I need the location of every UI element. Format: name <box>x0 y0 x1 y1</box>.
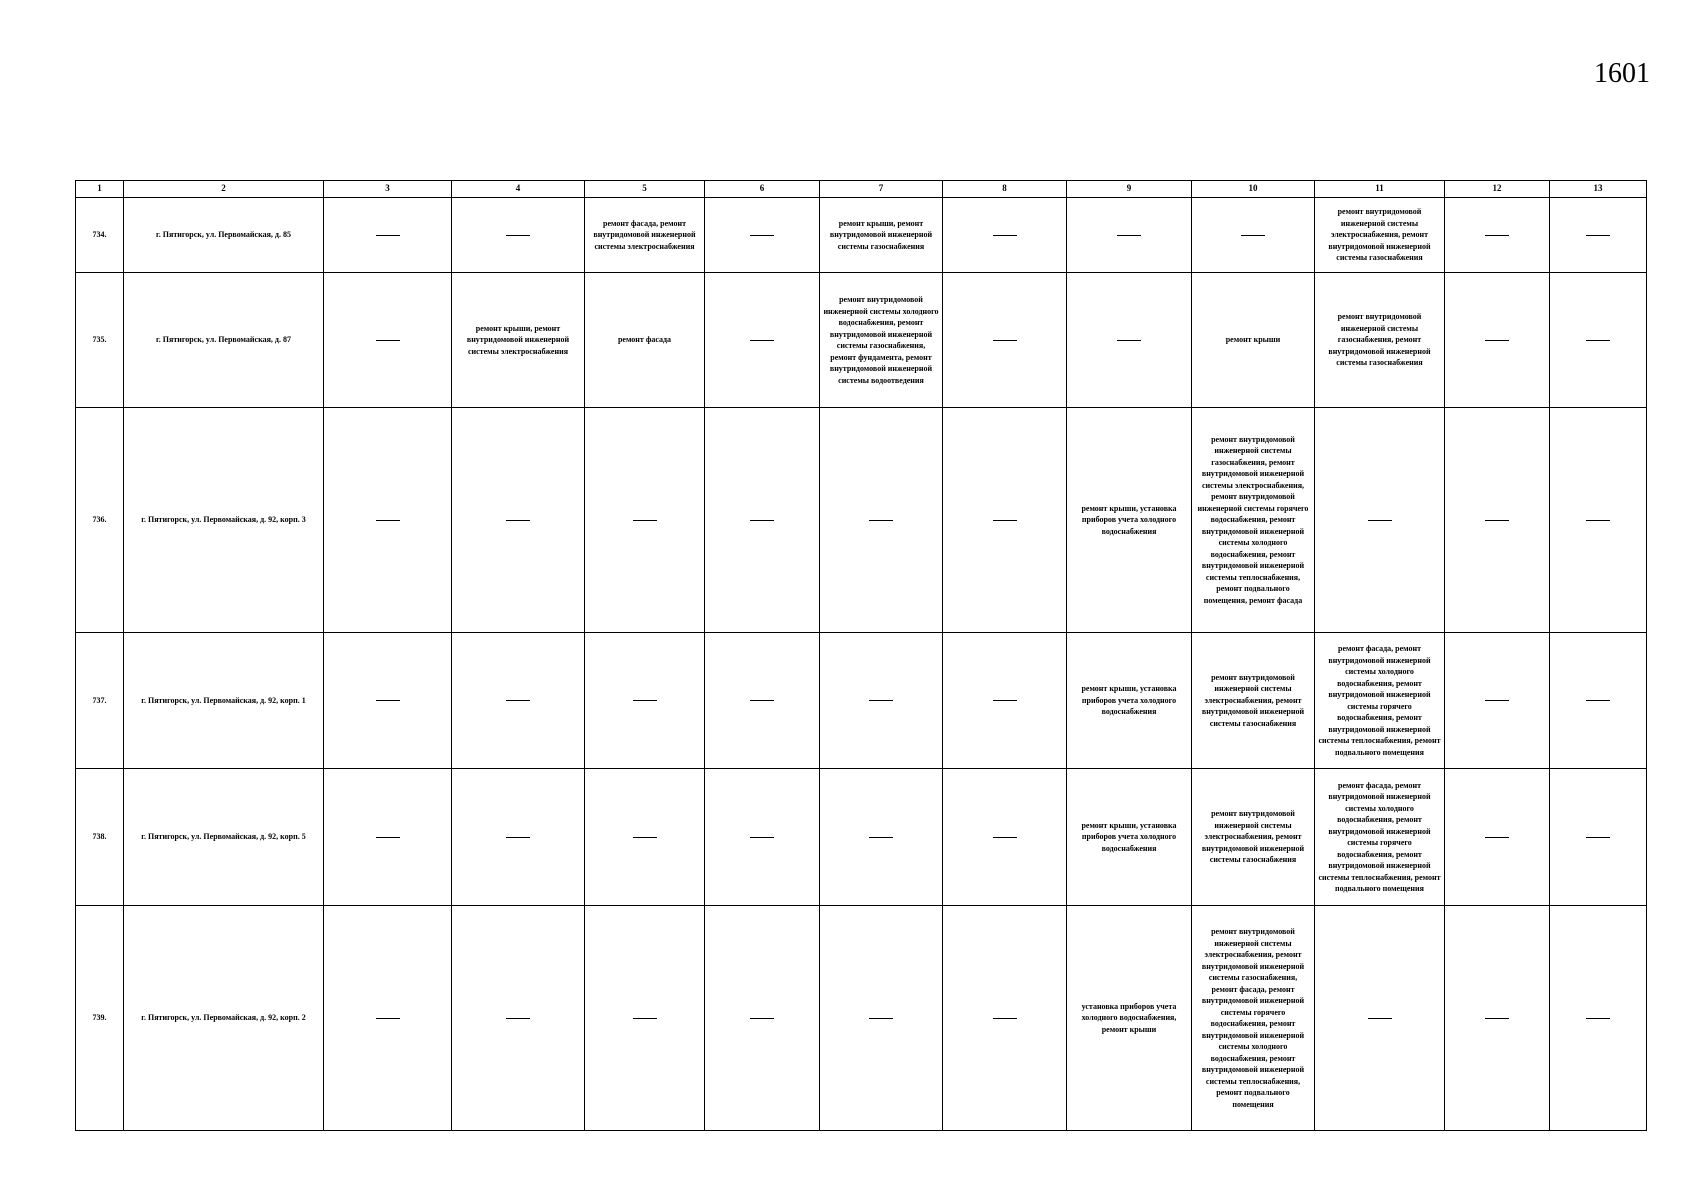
empty-cell <box>1550 408 1647 633</box>
empty-cell <box>1550 769 1647 906</box>
empty-cell <box>324 198 452 273</box>
empty-cell <box>324 633 452 769</box>
empty-cell <box>1550 273 1647 408</box>
empty-cell <box>943 769 1067 906</box>
empty-cell <box>1445 273 1550 408</box>
work-description-cell: ремонт крыши, установка приборов учета холодного водоснабжения <box>1067 633 1192 769</box>
dash-mark <box>750 340 774 341</box>
empty-cell <box>324 273 452 408</box>
work-description-cell: ремонт фасада, ремонт внутридомовой инженерной системы холодного водоснабжения, ремонт внутридомовой инженерной системы горячего водоснабжения, ремонт внутридомовой инженерной системы теплоснабжения, ремонт подвального помещения <box>1315 769 1445 906</box>
empty-cell <box>820 633 943 769</box>
table-row <box>76 273 1647 408</box>
dash-mark <box>1586 837 1610 838</box>
dash-mark <box>1368 1018 1392 1019</box>
dash-mark <box>1485 340 1509 341</box>
dash-mark <box>376 235 400 236</box>
column-header: 6 <box>705 181 820 198</box>
dash-mark <box>1485 837 1509 838</box>
work-description-cell: ремонт внутридомовой инженерной системы газоснабжения, ремонт внутридомовой инженерной системы газоснабжения <box>1315 273 1445 408</box>
dash-mark <box>1586 700 1610 701</box>
empty-cell <box>1315 906 1445 1131</box>
dash-mark <box>506 235 530 236</box>
empty-cell <box>1445 198 1550 273</box>
empty-cell <box>1550 198 1647 273</box>
dash-mark <box>993 520 1017 521</box>
empty-cell <box>1550 906 1647 1131</box>
empty-cell <box>1445 633 1550 769</box>
dash-mark <box>1586 235 1610 236</box>
dash-mark <box>376 837 400 838</box>
empty-cell <box>820 408 943 633</box>
dash-mark <box>750 1018 774 1019</box>
empty-cell <box>705 769 820 906</box>
empty-cell <box>943 198 1067 273</box>
address-cell: г. Пятигорск, ул. Первомайская, д. 92, корп. 2 <box>124 906 324 1131</box>
empty-cell <box>585 633 705 769</box>
dash-mark <box>869 700 893 701</box>
table-row <box>76 198 1647 273</box>
dash-mark <box>993 837 1017 838</box>
empty-cell <box>1550 633 1647 769</box>
dash-mark <box>506 1018 530 1019</box>
empty-cell <box>705 633 820 769</box>
column-header: 9 <box>1067 181 1192 198</box>
empty-cell <box>452 769 585 906</box>
column-number-row <box>76 181 1647 198</box>
work-description-cell: ремонт фасада, ремонт внутридомовой инженерной системы холодного водоснабжения, ремонт внутридомовой инженерной системы горячего водоснабжения, ремонт внутридомовой инженерной системы теплоснабжения, ремонт подвального помещения <box>1315 633 1445 769</box>
dash-mark <box>993 1018 1017 1019</box>
work-description-cell: установка приборов учета холодного водоснабжения, ремонт крыши <box>1067 906 1192 1131</box>
row-number: 734. <box>76 198 124 273</box>
dash-mark <box>633 1018 657 1019</box>
dash-mark <box>993 700 1017 701</box>
empty-cell <box>324 408 452 633</box>
empty-cell <box>705 273 820 408</box>
column-header: 7 <box>820 181 943 198</box>
dash-mark <box>633 520 657 521</box>
address-cell: г. Пятигорск, ул. Первомайская, д. 87 <box>124 273 324 408</box>
dash-mark <box>869 520 893 521</box>
empty-cell <box>705 408 820 633</box>
table-body <box>76 198 1647 1131</box>
dash-mark <box>1586 520 1610 521</box>
dash-mark <box>750 700 774 701</box>
empty-cell <box>820 769 943 906</box>
empty-cell <box>943 273 1067 408</box>
dash-mark <box>376 1018 400 1019</box>
address-cell: г. Пятигорск, ул. Первомайская, д. 92, корп. 5 <box>124 769 324 906</box>
dash-mark <box>993 340 1017 341</box>
row-number: 739. <box>76 906 124 1131</box>
empty-cell <box>705 198 820 273</box>
row-number: 737. <box>76 633 124 769</box>
column-header: 5 <box>585 181 705 198</box>
page-number: 1601 <box>1594 58 1650 89</box>
empty-cell <box>1192 198 1315 273</box>
work-description-cell: ремонт внутридомовой инженерной системы электроснабжения, ремонт внутридомовой инженерной системы газоснабжения <box>1192 633 1315 769</box>
work-description-cell: ремонт внутридомовой инженерной системы электроснабжения, ремонт внутридомовой инженерной системы газоснабжения <box>1192 769 1315 906</box>
dash-mark <box>633 837 657 838</box>
dash-mark <box>1368 520 1392 521</box>
column-header: 12 <box>1445 181 1550 198</box>
dash-mark <box>1586 340 1610 341</box>
empty-cell <box>943 408 1067 633</box>
work-description-cell: ремонт внутридомовой инженерной системы газоснабжения, ремонт внутридомовой инженерной системы электроснабжения, ремонт внутридомовой инженерной системы горячего водоснабжения, ремонт внутридомовой инженерной системы холодного водоснабжения, ремонт внутридомовой инженерной системы теплоснабжения, ремонт подвального помещения, ремонт фасада <box>1192 408 1315 633</box>
dash-mark <box>993 235 1017 236</box>
dash-mark <box>1586 1018 1610 1019</box>
work-description-cell: ремонт внутридомовой инженерной системы электроснабжения, ремонт внутридомовой инженерной системы газоснабжения <box>1315 198 1445 273</box>
row-number: 738. <box>76 769 124 906</box>
empty-cell <box>452 198 585 273</box>
dash-mark <box>1241 235 1265 236</box>
empty-cell <box>705 906 820 1131</box>
work-description-cell: ремонт крыши <box>1192 273 1315 408</box>
empty-cell <box>452 408 585 633</box>
address-cell: г. Пятигорск, ул. Первомайская, д. 85 <box>124 198 324 273</box>
empty-cell <box>1445 906 1550 1131</box>
column-header: 8 <box>943 181 1067 198</box>
dash-mark <box>869 837 893 838</box>
table-row <box>76 408 1647 633</box>
row-number: 735. <box>76 273 124 408</box>
work-description-cell: ремонт крыши, ремонт внутридомовой инженерной системы электроснабжения <box>452 273 585 408</box>
dash-mark <box>506 520 530 521</box>
work-description-cell: ремонт крыши, установка приборов учета холодного водоснабжения <box>1067 408 1192 633</box>
dash-mark <box>869 1018 893 1019</box>
column-header: 3 <box>324 181 452 198</box>
empty-cell <box>820 906 943 1131</box>
work-description-cell: ремонт внутридомовой инженерной системы электроснабжения, ремонт внутридомовой инженерной системы газоснабжения, ремонт фасада, ремонт внутридомовой инженерной системы горячего водоснабжения, ремонт внутридомовой инженерной системы холодного водоснабжения, ремонт внутридомовой инженерной системы теплоснабжения, ремонт подвального помещения <box>1192 906 1315 1131</box>
dash-mark <box>1117 235 1141 236</box>
empty-cell <box>1445 769 1550 906</box>
dash-mark <box>376 520 400 521</box>
work-description-cell: ремонт крыши, установка приборов учета холодного водоснабжения <box>1067 769 1192 906</box>
dash-mark <box>376 340 400 341</box>
address-cell: г. Пятигорск, ул. Первомайская, д. 92, корп. 1 <box>124 633 324 769</box>
table-row <box>76 633 1647 769</box>
empty-cell <box>1315 408 1445 633</box>
dash-mark <box>506 837 530 838</box>
empty-cell <box>943 906 1067 1131</box>
empty-cell <box>585 769 705 906</box>
empty-cell <box>452 906 585 1131</box>
column-header: 1 <box>76 181 124 198</box>
empty-cell <box>943 633 1067 769</box>
empty-cell <box>452 633 585 769</box>
dash-mark <box>1485 1018 1509 1019</box>
register-table <box>75 180 1647 1131</box>
table-row <box>76 769 1647 906</box>
column-header: 10 <box>1192 181 1315 198</box>
empty-cell <box>1067 273 1192 408</box>
empty-cell <box>585 408 705 633</box>
work-description-cell: ремонт фасада, ремонт внутридомовой инженерной системы электроснабжения <box>585 198 705 273</box>
dash-mark <box>506 700 530 701</box>
column-header: 2 <box>124 181 324 198</box>
column-header: 4 <box>452 181 585 198</box>
work-description-cell: ремонт внутридомовой инженерной системы холодного водоснабжения, ремонт внутридомовой инженерной системы газоснабжения, ремонт фундамента, ремонт внутридомовой инженерной системы водоотведения <box>820 273 943 408</box>
dash-mark <box>750 235 774 236</box>
empty-cell <box>324 906 452 1131</box>
dash-mark <box>633 700 657 701</box>
empty-cell <box>1067 198 1192 273</box>
dash-mark <box>750 520 774 521</box>
dash-mark <box>1485 700 1509 701</box>
table-row <box>76 906 1647 1131</box>
work-description-cell: ремонт крыши, ремонт внутридомовой инженерной системы газоснабжения <box>820 198 943 273</box>
empty-cell <box>324 769 452 906</box>
dash-mark <box>376 700 400 701</box>
row-number: 736. <box>76 408 124 633</box>
address-cell: г. Пятигорск, ул. Первомайская, д. 92, корп. 3 <box>124 408 324 633</box>
column-header: 13 <box>1550 181 1647 198</box>
dash-mark <box>1485 520 1509 521</box>
dash-mark <box>1485 235 1509 236</box>
empty-cell <box>585 906 705 1131</box>
column-header: 11 <box>1315 181 1445 198</box>
work-description-cell: ремонт фасада <box>585 273 705 408</box>
dash-mark <box>750 837 774 838</box>
empty-cell <box>1445 408 1550 633</box>
dash-mark <box>1117 340 1141 341</box>
